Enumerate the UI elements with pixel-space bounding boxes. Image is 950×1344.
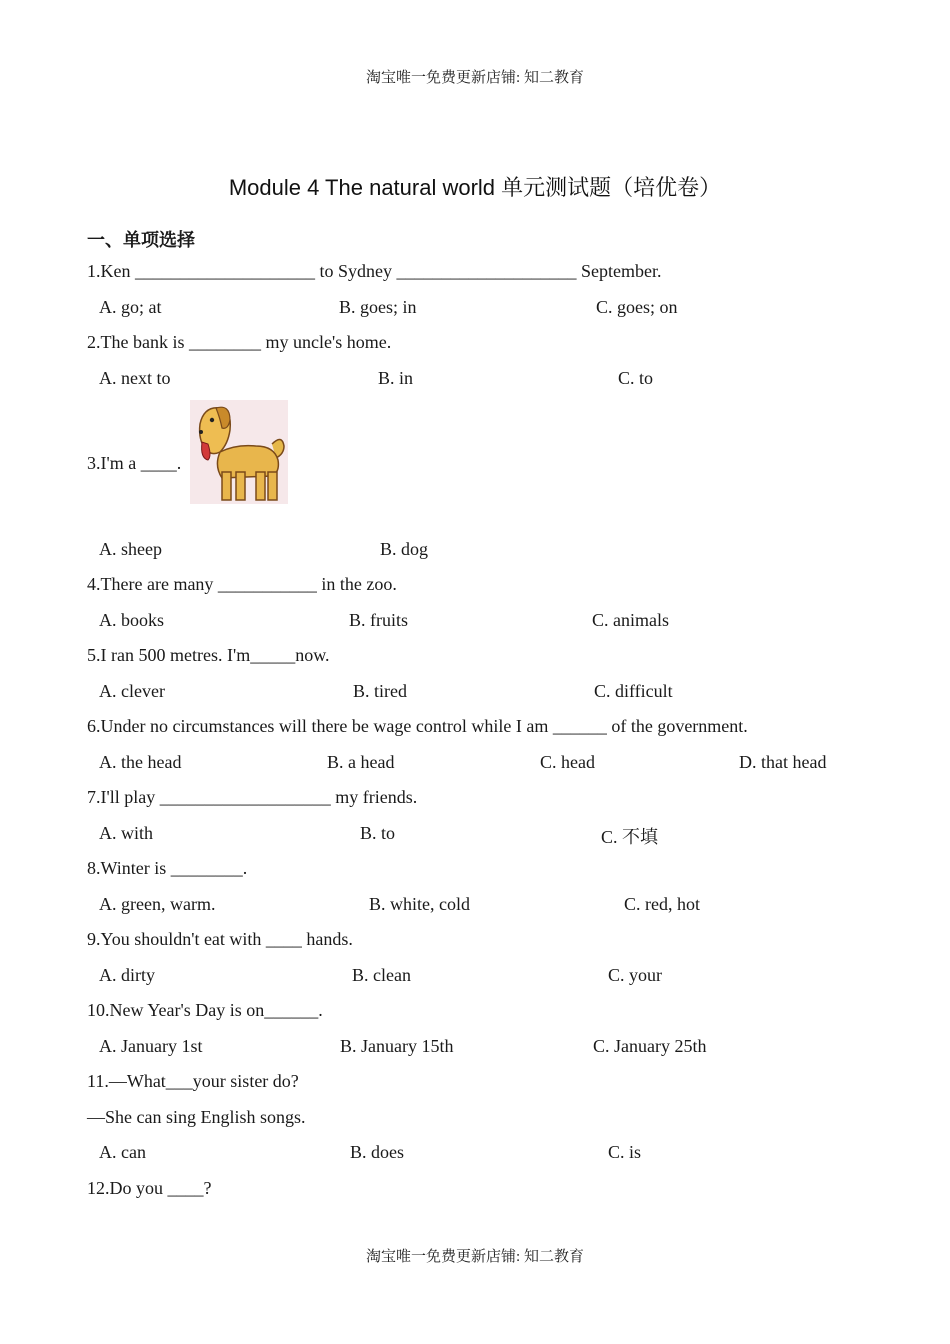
question-stem: 2.The bank is ________ my uncle's home.	[87, 332, 392, 352]
question-stem: 8.Winter is ________.	[87, 858, 248, 878]
option: C. January 25th	[593, 1036, 707, 1056]
option: C. goes; on	[596, 297, 678, 317]
option: A. dirty	[99, 965, 155, 985]
question-stem: 3.I'm a ____.	[87, 453, 182, 473]
question-stem: 7.I'll play ___________________ my friends.	[87, 787, 418, 807]
option: A. next to	[99, 368, 171, 388]
option: C. animals	[592, 610, 669, 630]
question-stem: 9.You shouldn't eat with ____ hands.	[87, 929, 353, 949]
option: C. head	[540, 752, 595, 772]
option: B. tired	[353, 681, 407, 701]
option: B. in	[378, 368, 414, 388]
section-heading: 一、单项选择	[87, 230, 195, 251]
question-stem: 12.Do you ____?	[87, 1178, 212, 1198]
option: A. go; at	[99, 297, 162, 317]
option: B. dog	[380, 539, 429, 559]
dog-picture	[190, 400, 288, 504]
option: B. January 15th	[340, 1036, 454, 1056]
option: A. books	[99, 610, 165, 630]
option: B. white, cold	[369, 894, 470, 914]
option: A. the head	[99, 752, 182, 772]
option: B. fruits	[349, 610, 409, 630]
question-stem-answer-line: —She can sing English songs.	[87, 1107, 306, 1127]
option: B. to	[360, 823, 396, 843]
option: C. your	[608, 965, 662, 985]
option: C. red, hot	[624, 894, 700, 914]
question-stem: 5.I ran 500 metres. I'm_____now.	[87, 645, 330, 665]
question-stem: 10.New Year's Day is on______.	[87, 1000, 323, 1020]
option: B. clean	[352, 965, 411, 985]
option: D. that head	[739, 752, 827, 772]
option: A. January 1st	[99, 1036, 203, 1056]
option: A. sheep	[99, 539, 162, 559]
option: C. to	[618, 368, 654, 388]
question-stem: 11.—What___your sister do?	[87, 1071, 299, 1091]
option: C. is	[608, 1142, 642, 1162]
page-footer: 淘宝唯一免费更新店铺: 知二教育	[366, 1249, 584, 1265]
page-header: 淘宝唯一免费更新店铺: 知二教育	[366, 70, 584, 86]
question-stem: 4.There are many ___________ in the zoo.	[87, 574, 397, 594]
option: B. a head	[327, 752, 395, 772]
option: A. can	[99, 1142, 146, 1162]
question-stem: 1.Ken ____________________ to Sydney ____________________ September.	[87, 261, 662, 281]
option: A. green, warm.	[99, 894, 216, 914]
question-stem: 6.Under no circumstances will there be wage control while I am ______ of the government.	[87, 716, 748, 736]
option: B. goes; in	[339, 297, 417, 317]
option: C. difficult	[594, 681, 673, 701]
option: A. clever	[99, 681, 165, 701]
document-title: Module 4 The natural world 单元测试题（培优卷）	[228, 175, 722, 200]
option: B. does	[350, 1142, 404, 1162]
option: C. 不填	[601, 827, 659, 847]
option: A. with	[99, 823, 153, 843]
